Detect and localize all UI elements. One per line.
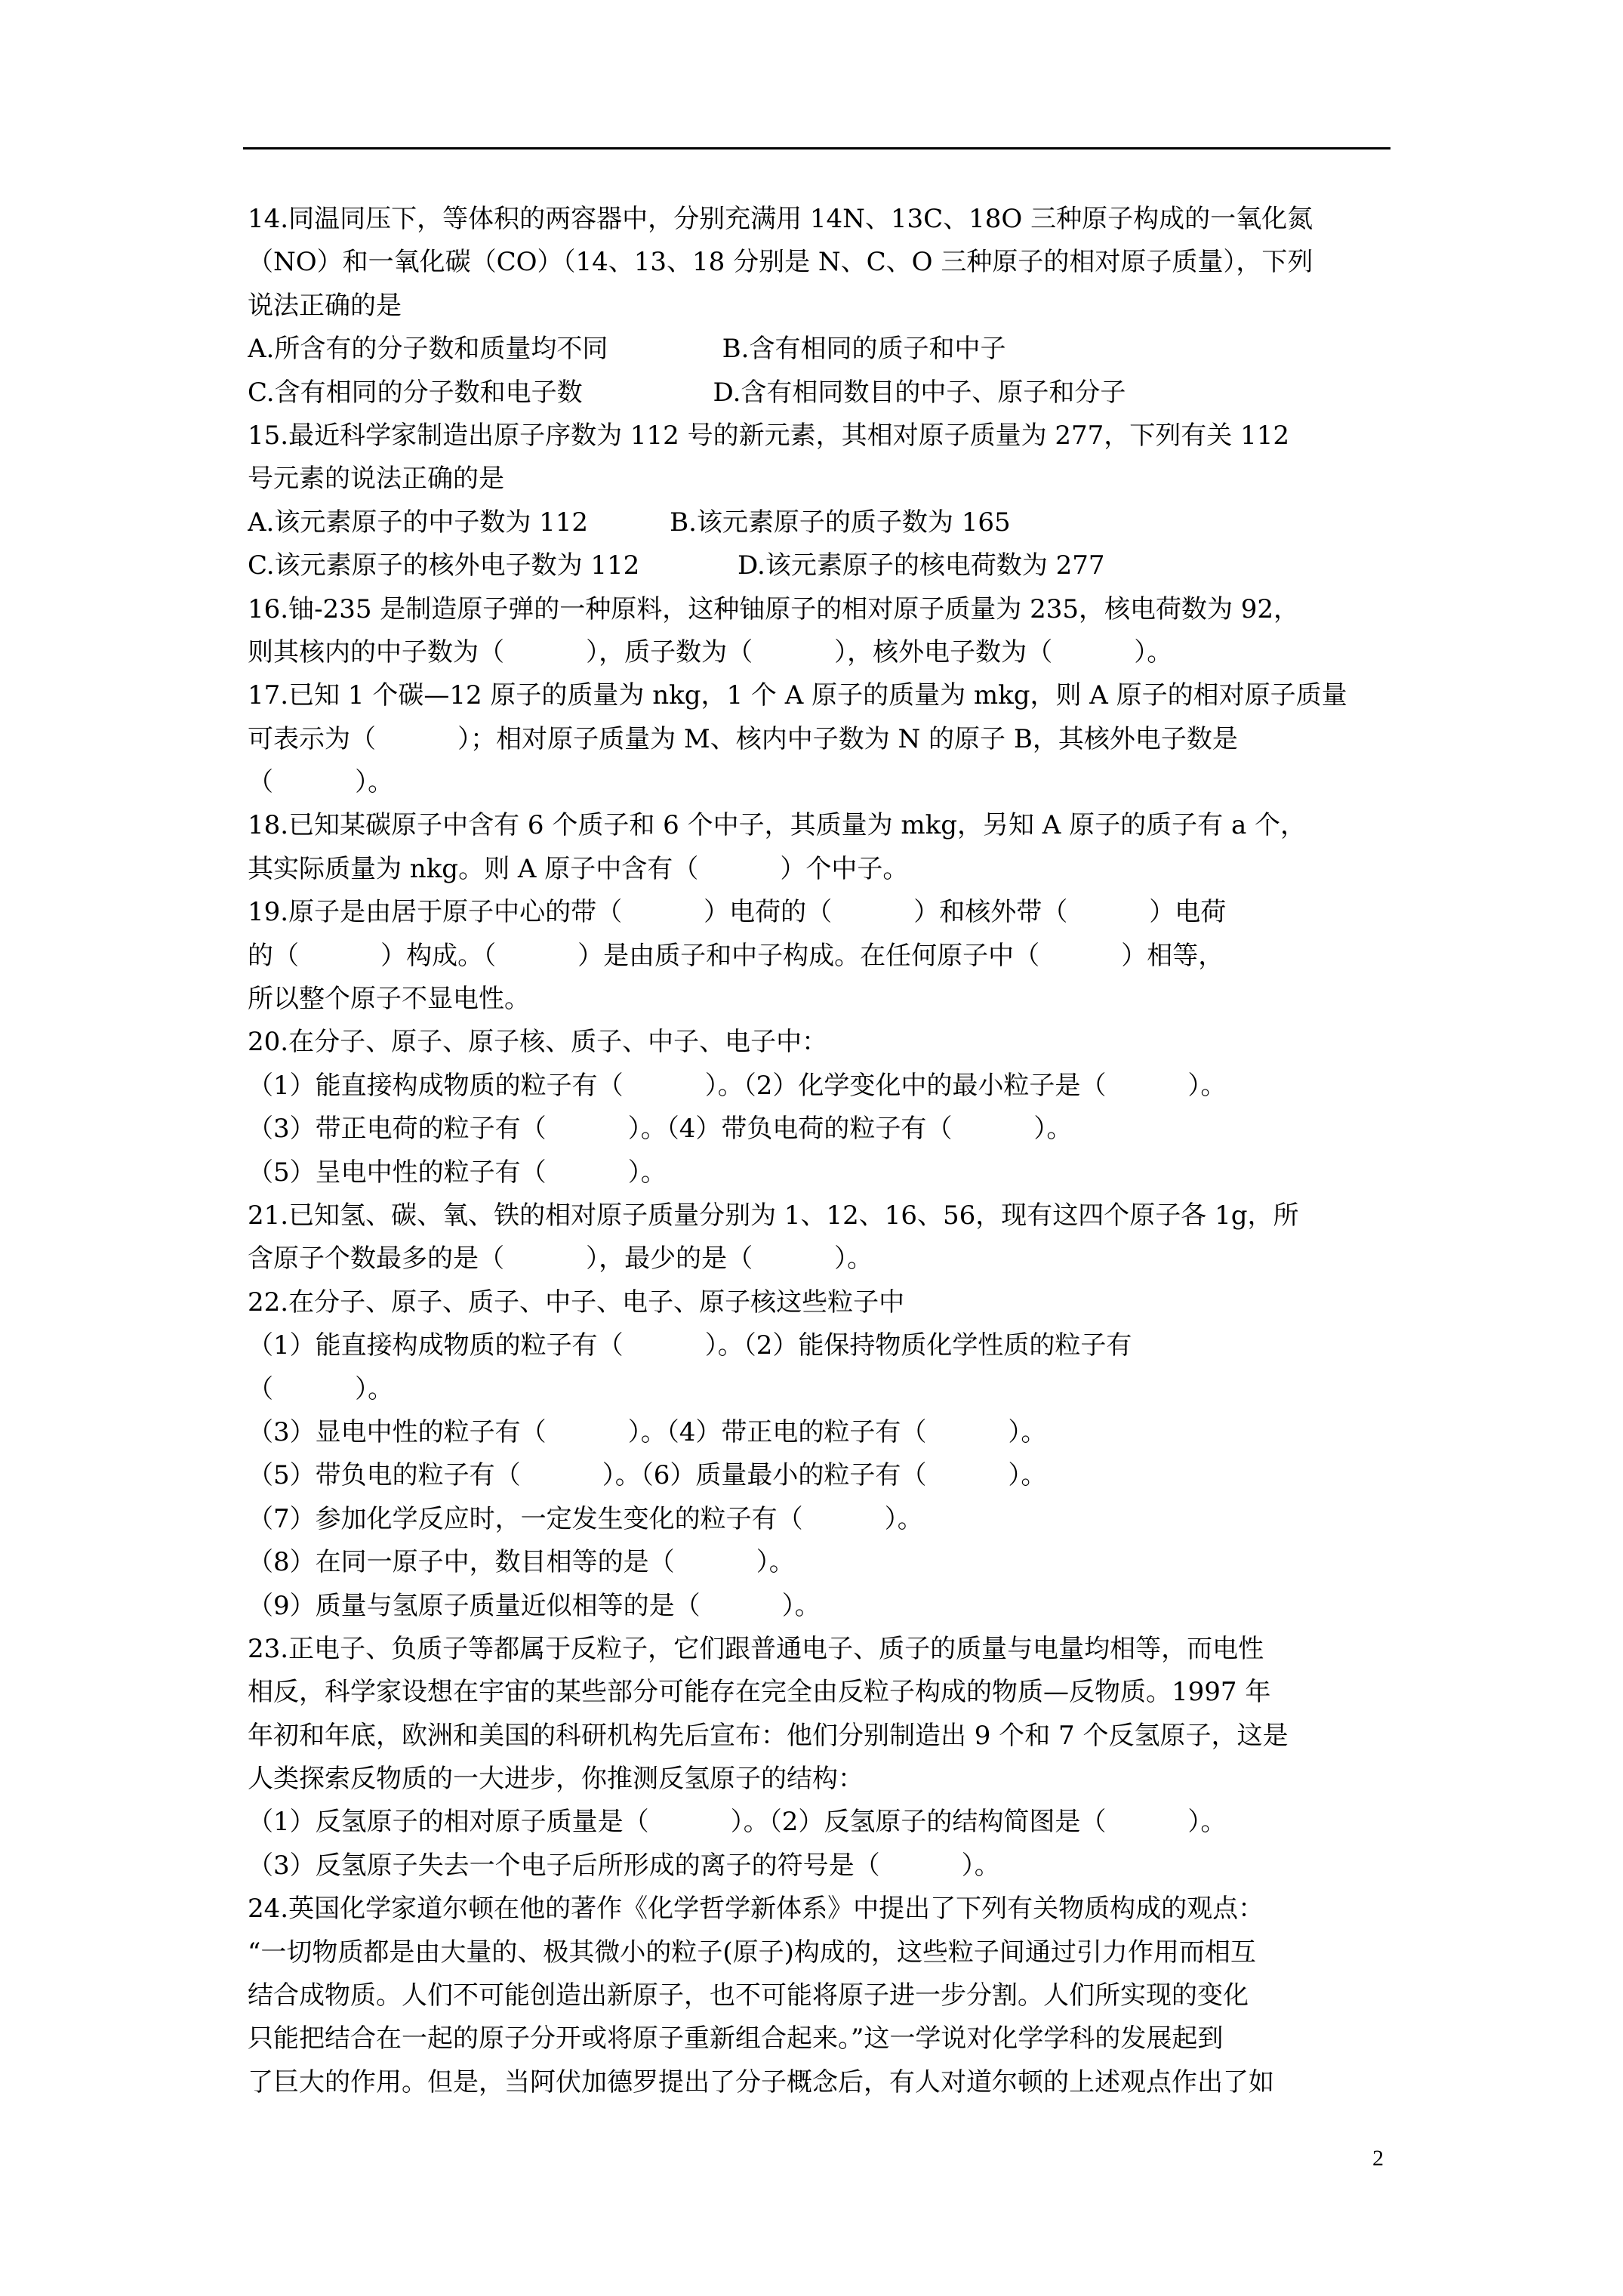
- text-line: （ ）。: [248, 1373, 394, 1404]
- text-line: （NO）和一氧化碳（CO）（14、13、18 分别是 N、C、O 三种原子的相对原子质量），下列: [248, 247, 1313, 278]
- text-line: 相反，科学家设想在宇宙的某些部分可能存在完全由反粒子构成的物质—反物质。1997 年: [248, 1677, 1271, 1708]
- page-number: 2: [1372, 2146, 1384, 2171]
- text-line: 可表示为（ ）；相对原子质量为 M、核内中子数为 N 的原子 B，其核外电子数是: [248, 723, 1238, 754]
- text-line: 18.已知某碳原子中含有 6 个质子和 6 个中子，其质量为 mkg，另知 A 原子的质子有 a 个，: [248, 810, 1307, 841]
- text-line: 含原子个数最多的是（ ），最少的是（ ）。: [248, 1244, 873, 1274]
- text-line: 则其核内的中子数为（ ），质子数为（ ），核外电子数为（ ）。: [248, 636, 1173, 667]
- text-line: （5）呈电中性的粒子有（ ）。: [248, 1157, 667, 1188]
- text-line: （1）能直接构成物质的粒子有（ ）。（2）能保持物质化学性质的粒子有: [248, 1330, 1132, 1361]
- text-line: 所以整个原子不显电性。: [248, 984, 530, 1015]
- document-body: [248, 198, 1395, 2104]
- text-line: 16.铀-235 是制造原子弹的一种原料，这种铀原子的相对原子质量为 235，核电荷数为 92，: [248, 593, 1300, 624]
- text-line: 23.正电子、负质子等都属于反粒子，它们跟普通电子、质子的质量与电量均相等，而电性: [248, 1633, 1264, 1664]
- text-line: （7）参加化学反应时，一定发生变化的粒子有（ ）。: [248, 1503, 923, 1534]
- text-line: 结合成物质。人们不可能创造出新原子，也不可能将原子进一步分割。人们所实现的变化: [248, 1980, 1249, 2011]
- text-line: 21.已知氢、碳、氧、铁的相对原子质量分别为 1、12、16、56，现有这四个原子各 1g，所: [248, 1200, 1299, 1231]
- text-line: 15.最近科学家制造出原子序数为 112 号的新元素，其相对原子质量为 277，下列有关 112: [248, 420, 1289, 451]
- text-line: 只能把结合在一起的原子分开或将原子重新组合起来。”这一学说对化学学科的发展起到: [248, 2023, 1224, 2054]
- text-line: 的（ ）构成。（ ）是由质子和中子构成。在任何原子中（ ）相等，: [248, 940, 1224, 971]
- header-rule: [243, 147, 1390, 149]
- text-line: （3）带正电荷的粒子有（ ）。（4）带负电荷的粒子有（ ）。: [248, 1114, 1073, 1145]
- text-line: 其实际质量为 nkg。则 A 原子中含有（ ）个中子。: [248, 853, 909, 884]
- text-line: （5）带负电的粒子有（ ）。（6）质量最小的粒子有（ ）。: [248, 1460, 1047, 1491]
- text-line: 年初和年底，欧洲和美国的科研机构先后宣布：他们分别制造出 9 个和 7 个反氢原子，这是: [248, 1720, 1289, 1751]
- text-line: （1）反氢原子的相对原子质量是（ ）。（2）反氢原子的结构简图是（ ）。: [248, 1807, 1227, 1838]
- text-line: （1）能直接构成物质的粒子有（ ）。（2）化学变化中的最小粒子是（ ）。: [248, 1070, 1227, 1101]
- text-line: （9）质量与氢原子质量近似相等的是（ ）。: [248, 1590, 821, 1621]
- text-line: （ ）。: [248, 767, 394, 798]
- text-line: A.所含有的分子数和质量均不同 B.含有相同的质子和中子: [248, 334, 1006, 365]
- text-line: “一切物质都是由大量的、极其微小的粒子(原子)构成的，这些粒子间通过引力作用而相互: [248, 1937, 1256, 1968]
- text-line: 22.在分子、原子、质子、中子、电子、原子核这些粒子中: [248, 1287, 905, 1318]
- text-line: C.该元素原子的核外电子数为 112 D.该元素原子的核电荷数为 277: [248, 550, 1105, 581]
- text-line: 19.原子是由居于原子中心的带（ ）电荷的（ ）和核外带（ ）电荷: [248, 897, 1227, 928]
- text-line: （3）显电中性的粒子有（ ）。（4）带正电的粒子有（ ）。: [248, 1416, 1047, 1447]
- text-line: C.含有相同的分子数和电子数 D.含有相同数目的中子、原子和分子: [248, 377, 1126, 408]
- text-line: 24.英国化学家道尔顿在他的著作《化学哲学新体系》中提出了下列有关物质构成的观点：: [248, 1894, 1264, 1925]
- text-line: A.该元素原子的中子数为 112 B.该元素原子的质子数为 165: [248, 507, 1011, 538]
- text-line: 人类探索反物质的一大进步，你推测反氢原子的结构：: [248, 1764, 864, 1795]
- text-line: 20.在分子、原子、原子核、质子、中子、电子中：: [248, 1027, 828, 1058]
- text-line: 17.已知 1 个碳—12 原子的质量为 nkg，1 个 A 原子的质量为 mkg，则 A 原子的相对原子质量: [248, 680, 1347, 711]
- text-line: 了巨大的作用。但是，当阿伏加德罗提出了分子概念后，有人对道尔顿的上述观点作出了如: [248, 2066, 1274, 2097]
- text-line: 14.同温同压下，等体积的两容器中，分别充满用 14N、13C、18O 三种原子构成的一氧化氮: [248, 204, 1313, 234]
- text-line: （8）在同一原子中，数目相等的是（ ）。: [248, 1547, 795, 1578]
- text-line: （3）反氢原子失去一个电子后所形成的离子的符号是（ ）。: [248, 1850, 1000, 1881]
- text-line: 说法正确的是: [248, 290, 402, 321]
- text-line: 号元素的说法正确的是: [248, 464, 504, 495]
